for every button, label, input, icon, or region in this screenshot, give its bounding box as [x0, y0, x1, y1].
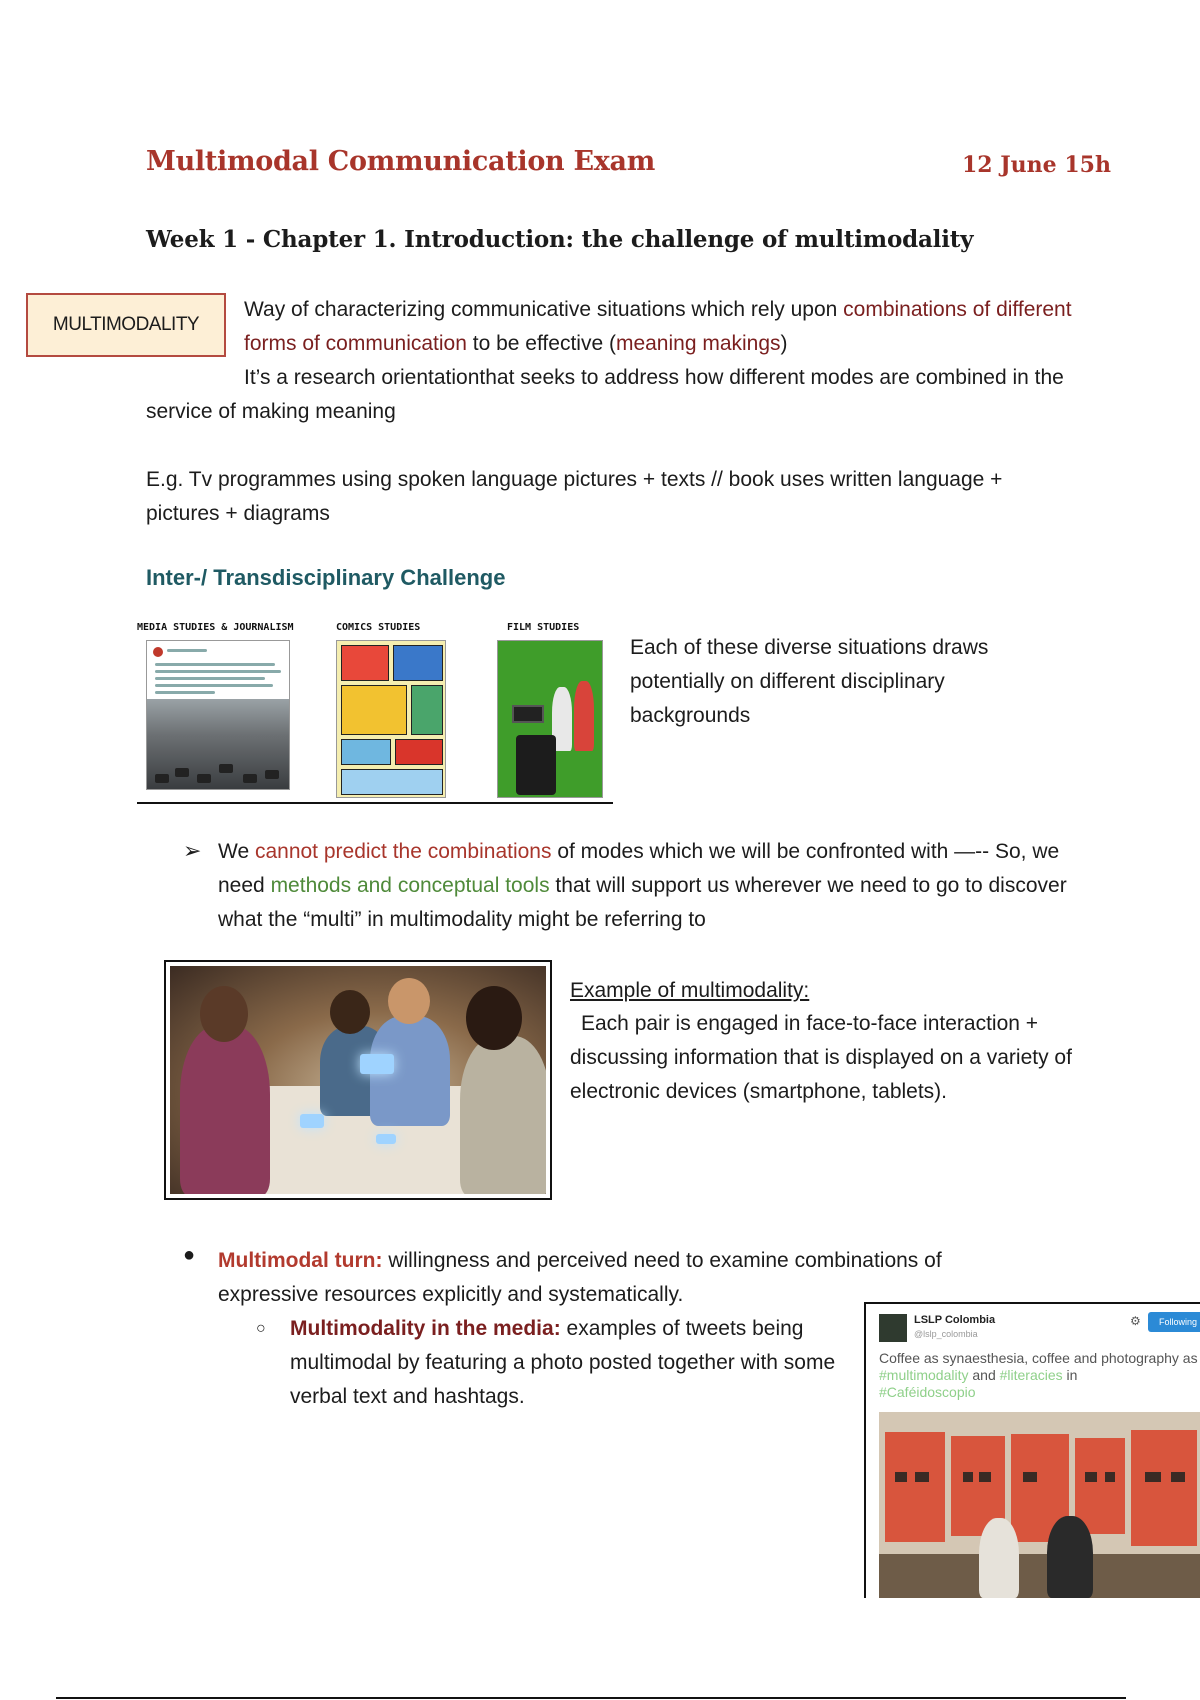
bottom-rule: [56, 1697, 1126, 1699]
definition-text-c: ): [780, 332, 788, 355]
tweet-author-name: LSLP Colombia: [914, 1314, 996, 1326]
arrow-text-a: We: [218, 840, 255, 863]
group-interaction-photo: [164, 960, 552, 1200]
divider-line: [137, 802, 613, 804]
tweet-author-handle: @lslp_colombia: [914, 1329, 978, 1339]
definition-highlight-combinations: combinations of different forms of communication: [244, 298, 1072, 355]
traffic-photo: [147, 699, 290, 789]
multimodal-turn-body: willingness and perceived need to examine combinations of expressive resources explicitly and systematically.: [218, 1249, 942, 1306]
dot-bullet-icon: ●: [183, 1244, 196, 1266]
example-body: [570, 1007, 1090, 1109]
label-comics-studies: COMICS STUDIES: [336, 622, 421, 633]
hashtag-multimodality: #multimodality: [879, 1367, 969, 1383]
multimodal-turn-label: Multimodal turn:: [218, 1249, 383, 1272]
smartphone-screen: [300, 1114, 324, 1128]
avatar: [153, 647, 163, 657]
tweet-screenshot: [864, 1302, 1200, 1598]
film-camera-icon: [516, 735, 556, 795]
exam-date: 12 June 15h: [962, 152, 1111, 178]
example-title: Example of multimodality:: [570, 979, 810, 1002]
label-media-studies: MEDIA STUDIES & JOURNALISM: [137, 622, 294, 633]
section-heading-challenge: Inter-/ Transdisciplinary Challenge: [146, 565, 506, 590]
media-subpoint-label: Multimodality in the media:: [290, 1317, 561, 1340]
follow-button: Following: [1148, 1312, 1200, 1332]
example-paragraph: E.g. Tv programmes using spoken language pictures + texts // book uses written language + pictures + diagrams: [146, 468, 1003, 525]
tweet-avatar: [879, 1314, 907, 1342]
arrow-text-c: that will support us wherever we need to go to discover what the “multi” in multimodality might be referring to: [218, 874, 1067, 931]
highlight-methods-tools: methods and conceptual tools: [270, 874, 550, 897]
highlight-cannot-predict: cannot predict the combinations: [254, 840, 552, 863]
label-film-studies: FILM STUDIES: [507, 622, 580, 633]
arrow-bullet-text: [218, 835, 1098, 937]
definition-line-1: [244, 293, 1104, 361]
definition-text-b: to be effective (: [466, 332, 616, 355]
definition-text-a: Way of characterizing communicative situations which rely upon: [244, 298, 844, 321]
tweet-text-c: in: [1062, 1367, 1078, 1383]
definition-highlight-meaning: meaning makings: [615, 332, 781, 355]
term-box-multimodality: [26, 293, 226, 357]
tablet-screen: [360, 1054, 394, 1074]
media-studies-tweet-image: [146, 640, 290, 790]
definition-line-2: It’s a research orientationthat seeks to address how different modes are combined in the service of making meaning: [146, 366, 1064, 423]
tweet-text-a: Coffee as synaesthesia, coffee and photography as: [879, 1350, 1198, 1366]
hashtag-literacies: #literacies: [999, 1367, 1063, 1383]
example-body-text: Each pair is engaged in face-to-face interaction + discussing information that is displayed on a variety of electronic devices (smartphone, tablets).: [570, 1012, 1072, 1103]
disciplines-caption: Each of these diverse situations draws potentially on different disciplinary backgrounds: [630, 636, 989, 727]
comics-studies-image: [336, 640, 446, 798]
page-title: Multimodal Communication Exam: [146, 146, 656, 177]
arrow-text-b: of modes which we will be confronted with —-- So, we need: [218, 840, 1060, 897]
tweet-text-b: and: [968, 1367, 1000, 1383]
tweet-photo: [879, 1412, 1200, 1598]
hashtag-cafeidoscopio: #Caféidoscopio: [879, 1384, 976, 1400]
circle-bullet-icon: ○: [256, 1320, 266, 1337]
tweet-text: [879, 1350, 1200, 1401]
media-subpoint-body: examples of tweets being multimodal by featuring a photo posted together with some verbal text and hashtags.: [290, 1317, 836, 1408]
term-label: MULTIMODALITY: [52, 314, 200, 335]
film-studies-image: [497, 640, 603, 798]
media-subpoint-text: [290, 1312, 850, 1414]
gear-icon: ⚙: [1130, 1314, 1141, 1328]
chapter-heading: Week 1 - Chapter 1. Introduction: the challenge of multimodality: [146, 226, 974, 253]
arrow-bullet-icon: ➢: [183, 838, 202, 863]
